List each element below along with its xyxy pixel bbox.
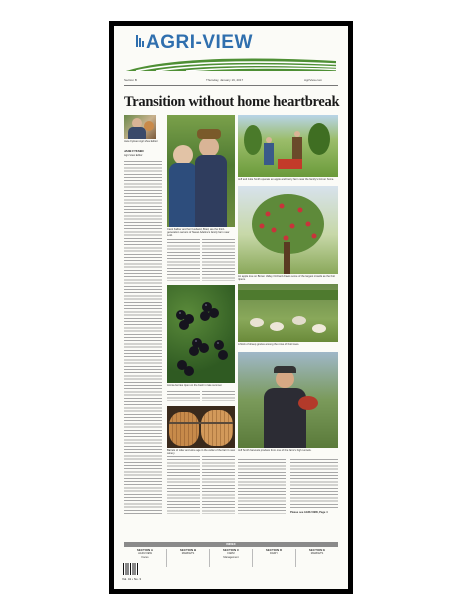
apple-tree-photo bbox=[238, 186, 338, 274]
masthead-logo: AGRI-VIEW bbox=[146, 32, 253, 53]
section-b bbox=[167, 549, 210, 567]
article-body-column-5a bbox=[238, 459, 286, 514]
barrels-photo bbox=[167, 406, 235, 448]
section-d bbox=[253, 549, 296, 567]
section-number: Section B bbox=[124, 78, 137, 82]
masthead bbox=[114, 26, 348, 74]
section-c-title: SECTION C bbox=[222, 548, 240, 552]
index-band bbox=[124, 542, 338, 547]
section-e-title: SECTION E bbox=[308, 548, 326, 552]
section-index bbox=[124, 549, 338, 567]
issue-date: Thursday, January 19, 2017 bbox=[206, 78, 244, 82]
volume-number: Vol. 41 • No. 3 bbox=[122, 577, 142, 581]
farmer-photo bbox=[238, 352, 338, 448]
sheep-caption: A flock of sheep grazes among the rows of fruit trees. bbox=[238, 343, 300, 346]
aronia-caption: Aronia berries ripen on the bush in late summer. bbox=[167, 384, 223, 387]
article-body-column-2b bbox=[202, 239, 235, 281]
section-e-line1: MARKETS bbox=[310, 552, 324, 556]
section-c-line1: FARM bbox=[227, 552, 235, 556]
section-c-line2: Management bbox=[223, 555, 239, 559]
portrait-photo bbox=[124, 115, 156, 139]
section-a-line2: Focus bbox=[141, 555, 149, 559]
farmer-caption: Jeff Smith harvests produce from one of the farm's high tunnels. bbox=[238, 449, 312, 452]
article-body-column-1 bbox=[124, 161, 162, 514]
apple-tree-caption: An apple tree on Brown Valley Orchard draws some of the largest crowds as the fruit ripens. bbox=[238, 275, 335, 282]
barrels-caption: Barrels of cider and wine age in the cellar of the farm's new winery. bbox=[167, 449, 235, 456]
byline-name: JANE FYKSEN bbox=[124, 149, 144, 153]
article-body-column-3b bbox=[202, 391, 235, 401]
article-body-column-2a bbox=[167, 239, 200, 281]
byline-role: Agri-View Editor bbox=[124, 154, 143, 157]
section-c bbox=[210, 549, 253, 567]
couple-caption: Carol Kalber and her husband, Brad, are the third-generation owners of Sweet Adeline's family farm near Lodi. bbox=[167, 228, 230, 238]
logo-mark-icon bbox=[136, 35, 145, 47]
continued-line: Please see AGRI-VIEW, Page 4 bbox=[290, 511, 328, 514]
index-label: INDEX bbox=[226, 542, 236, 546]
website: AgriView.com bbox=[304, 78, 323, 82]
page-frame bbox=[109, 21, 353, 594]
barcode bbox=[123, 563, 139, 575]
tractor-caption: Jeff and Julie Smith operate an apple and berry farm near the family's former home. bbox=[238, 178, 335, 181]
sheep-photo bbox=[238, 284, 338, 342]
article-body-column-3a bbox=[167, 391, 200, 401]
newspaper-page bbox=[114, 26, 348, 589]
section-b-line1: MARKETS bbox=[181, 552, 195, 556]
article-headline: Transition without home heartbreak bbox=[124, 94, 340, 110]
tractor-photo bbox=[238, 115, 338, 177]
section-d-title: SECTION D bbox=[265, 548, 283, 552]
section-d-line1: DAIRY bbox=[270, 552, 278, 556]
article-body-column-5b bbox=[290, 459, 338, 509]
article-body-column-4b bbox=[202, 456, 235, 514]
couple-photo bbox=[167, 115, 235, 227]
field-stripes-logo bbox=[126, 53, 336, 71]
portrait-caption: Jane Fyksen Agri-View Editor bbox=[124, 140, 158, 143]
aronia-berries-photo bbox=[167, 285, 235, 383]
section-a-title: SECTION A bbox=[136, 548, 154, 552]
article-body-column-4a bbox=[167, 456, 200, 514]
dateline bbox=[114, 76, 348, 84]
section-b-title: SECTION B bbox=[179, 548, 197, 552]
masthead-rule bbox=[124, 85, 338, 86]
section-e bbox=[296, 549, 338, 567]
section-a-line1: AGRI-VIEW bbox=[138, 552, 152, 556]
